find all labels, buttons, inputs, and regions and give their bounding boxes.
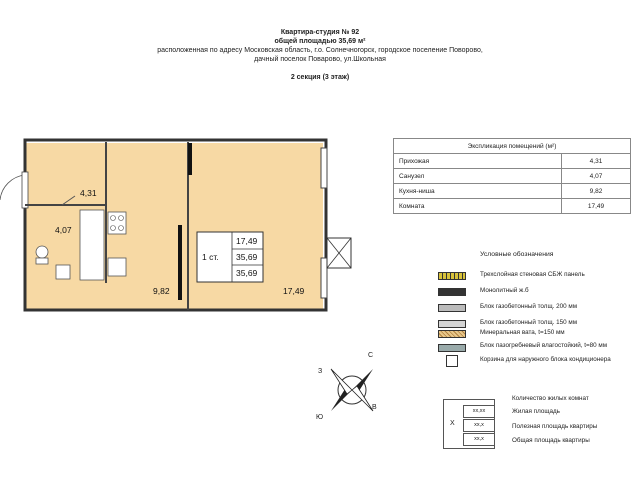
address-line-2: дачный поселок Поварово, ул.Школьная <box>254 56 386 63</box>
address-line-1: расположенная по адресу Московская область, г.о. Солнечногорск, городское поселение Поворово, <box>157 47 483 54</box>
legend-item: Трехслойная стеновая СБЖ панель <box>480 271 585 278</box>
key-cell-living: xx,xx <box>463 405 495 418</box>
entrance-door <box>0 175 25 200</box>
key-x: X <box>450 420 455 427</box>
label-room: 17,49 <box>283 286 305 296</box>
legend-swatch-monolith <box>438 288 466 296</box>
legend-item: Минеральная вата, t=150 мм <box>480 329 565 336</box>
legend-item: Блок пазогребневый влагостойкий, t=80 мм <box>480 342 608 349</box>
compass-south: Ю <box>316 414 324 421</box>
section-label: 2 секция (3 этаж) <box>290 74 350 81</box>
badge-living: 17,49 <box>236 236 258 246</box>
badge-rooms: 1 ст. <box>202 252 219 262</box>
legend-item: Блок газобетонный толщ. 150 мм <box>480 319 578 326</box>
legend-item: Монолитный ж.б <box>480 287 529 294</box>
explication-table <box>393 138 631 214</box>
legend-title: Условные обозначения <box>480 251 554 258</box>
legend-swatch-block150 <box>438 320 466 328</box>
legend-swatch-block200 <box>438 304 466 312</box>
kitchen-sink <box>108 258 126 276</box>
title: Квартира-студия № 92 <box>280 29 360 36</box>
legend-swatch-pgb <box>438 344 466 352</box>
label-hall: 4,31 <box>80 188 97 198</box>
key-row-rooms: Количество жилых комнат <box>512 395 589 402</box>
sink <box>56 265 70 279</box>
key-row-total: Общая площадь квартиры <box>512 437 590 444</box>
compass-icon <box>315 352 390 427</box>
compass-north: С <box>368 352 374 359</box>
window-right-2 <box>321 258 327 298</box>
legend-swatch-wool <box>438 330 466 338</box>
stove <box>108 212 126 234</box>
key-cell-total: xx,x <box>463 433 495 446</box>
explication-title: Экспликация помещений (м²) <box>394 139 631 154</box>
compass-west: З <box>318 368 323 375</box>
badge-useful: 35,69 <box>236 252 258 262</box>
table-row: Прихожая 4,31 <box>394 154 631 169</box>
compass-east: В <box>372 404 377 411</box>
label-bath: 4,07 <box>55 225 72 235</box>
bathtub <box>80 210 104 280</box>
legend-swatch-ac-basket <box>446 355 458 367</box>
table-row: Санузел 4,07 <box>394 169 631 184</box>
subtitle-area: общей площадью 35,69 м² <box>274 38 366 45</box>
table-row: Комната 17,49 <box>394 199 631 214</box>
legend-item: Корзина для наружного блока кондиционера <box>480 356 611 363</box>
badge-total: 35,69 <box>236 268 258 278</box>
toilet <box>36 246 48 258</box>
window-right-1 <box>321 148 327 188</box>
legend-item: Блок газобетонный толщ. 200 мм <box>480 303 578 310</box>
key-row-living: Жилая площадь <box>512 408 560 415</box>
legend-swatch-sbe <box>438 272 466 280</box>
label-kitchen: 9,82 <box>153 286 170 296</box>
key-row-useful: Полезная площадь квартиры <box>512 423 598 430</box>
key-cell-useful: xx,x <box>463 419 495 432</box>
table-row: Кухня-ниша 9,82 <box>394 184 631 199</box>
